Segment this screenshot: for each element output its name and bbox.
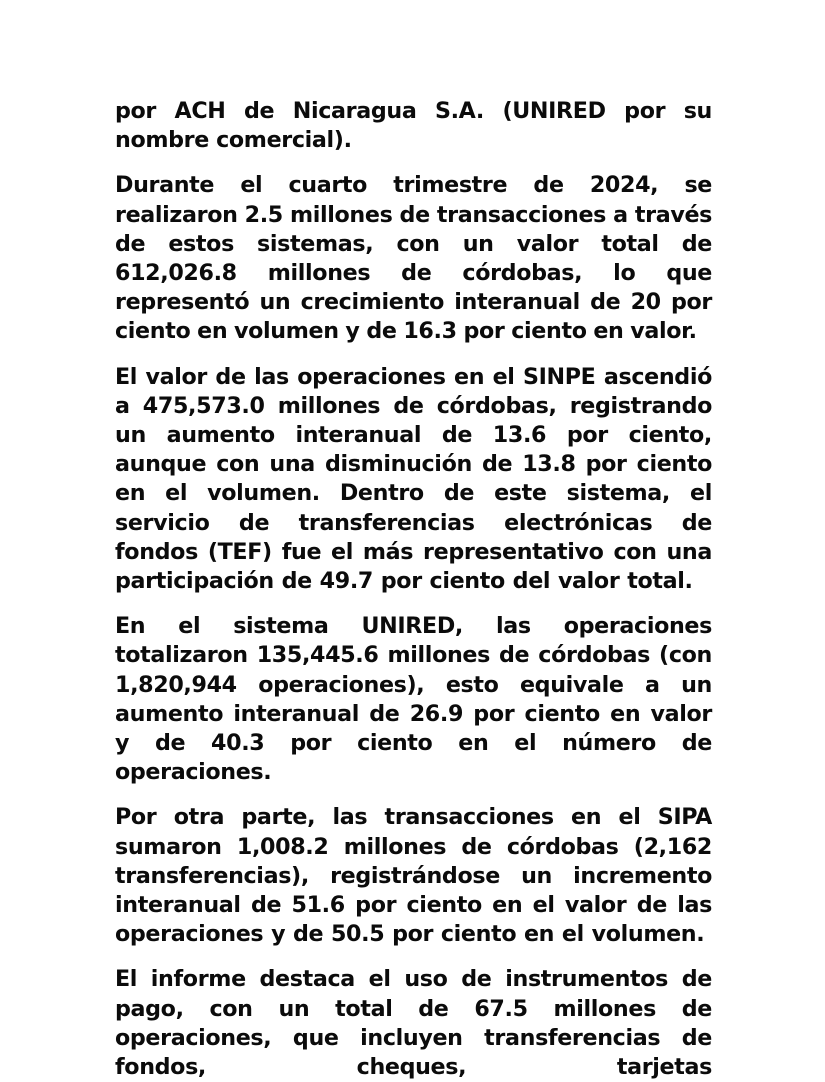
paragraph-2: Durante el cuarto trimestre de 2024, se realizaron 2.5 millones de transacciones a través de estos sistemas, con un valor total de 612,026.8 millones de córdobas, lo que representó un crecimiento interanual de 20 por ciento en volumen y de 16.3 por ciento en valor. (115, 172, 712, 345)
paragraph-6: El informe destaca el uso de instrumentos de pago, con un total de 67.5 millones de operaciones, que incluyen transferencias de fondos, cheques, tarjetas (115, 966, 712, 1081)
paragraph-1: por ACH de Nicaragua S.A. (UNIRED por su nombre comercial). (115, 98, 712, 154)
text-column (115, 97, 712, 1082)
paragraph-4: En el sistema UNIRED, las operaciones totalizaron 135,445.6 millones de córdobas (con 1,820,944 operaciones), esto equivale a un aumento interanual de 26.9 por ciento en valor y de 40.3 por ciento en el número de operaciones. (115, 613, 712, 786)
paragraph-3: El valor de las operaciones en el SINPE ascendió a 475,573.0 millones de córdobas, registrando un aumento interanual de 13.6 por ciento, aunque con una disminución de 13.8 por ciento en el volumen. Dentro de este sistema, el servicio de transferencias electrónicas de fondos (TEF) fue el más representativo con una participación de 49.7 por ciento del valor total. (115, 363, 712, 595)
paragraph-5: Por otra parte, las transacciones en el SIPA sumaron 1,008.2 millones de córdobas (2,162 transferencias), registrándose un incremento interanual de 51.6 por ciento en el valor de las operaciones y de 50.5 por ciento en el volumen. (115, 804, 712, 948)
